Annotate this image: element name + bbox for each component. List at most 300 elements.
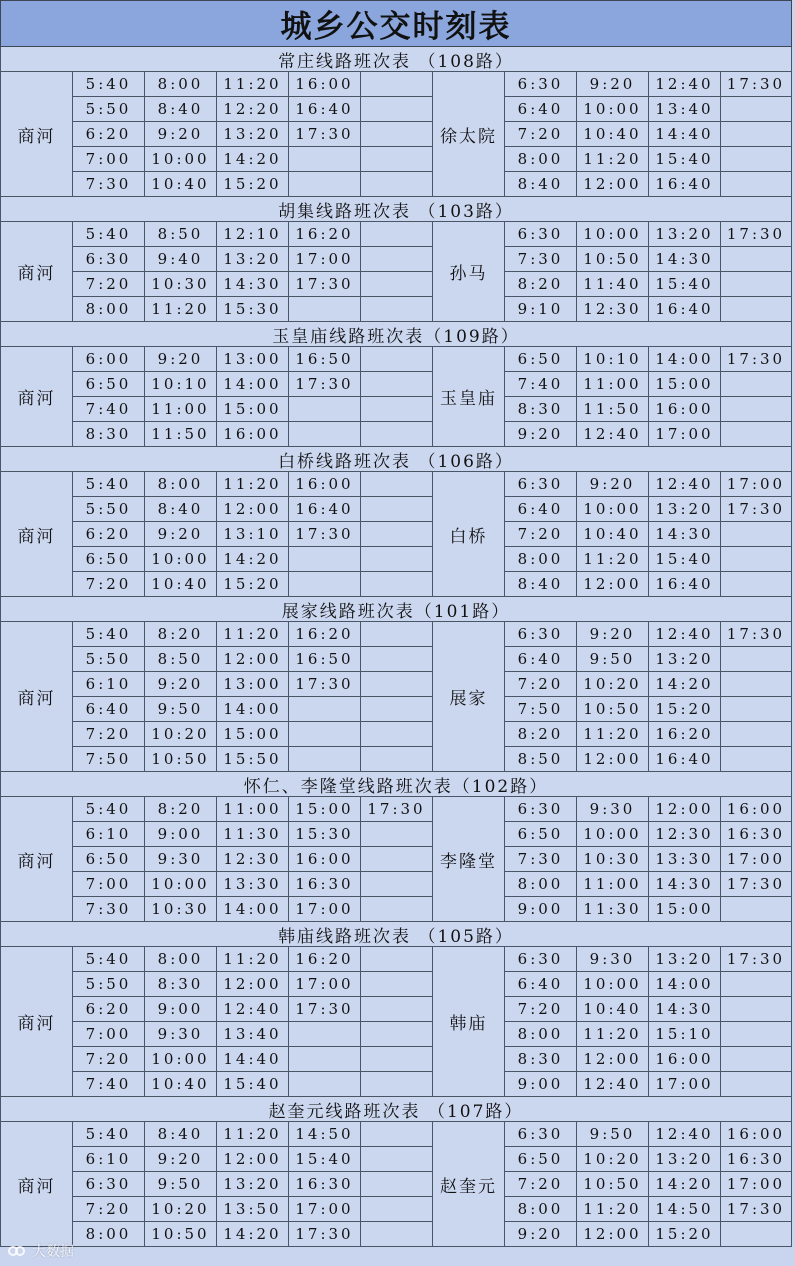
departure-time-return: 6:30 <box>505 72 577 97</box>
departure-time-outbound: 11:20 <box>217 1122 289 1147</box>
departure-time-return: 15:40 <box>649 147 721 172</box>
departure-time-outbound <box>361 647 433 672</box>
departure-time-return: 12:40 <box>649 622 721 647</box>
departure-time-outbound: 9:00 <box>145 822 217 847</box>
departure-time-outbound <box>361 872 433 897</box>
departure-time-return: 12:40 <box>649 72 721 97</box>
departure-time-outbound <box>289 572 361 597</box>
departure-time-return: 8:30 <box>505 397 577 422</box>
departure-time-return: 12:40 <box>577 422 649 447</box>
departure-time-outbound <box>361 722 433 747</box>
departure-time-outbound: 8:50 <box>145 647 217 672</box>
departure-time-outbound: 17:30 <box>289 997 361 1022</box>
departure-time-outbound <box>361 147 433 172</box>
departure-time-return: 6:50 <box>505 822 577 847</box>
departure-time-return: 6:40 <box>505 972 577 997</box>
departure-time-outbound: 10:20 <box>145 722 217 747</box>
departure-time-outbound: 5:40 <box>73 72 145 97</box>
departure-time-outbound: 8:40 <box>145 497 217 522</box>
departure-time-return: 6:30 <box>505 222 577 247</box>
departure-time-return: 8:40 <box>505 172 577 197</box>
departure-time-outbound: 10:20 <box>145 1197 217 1222</box>
departure-time-outbound: 14:50 <box>289 1122 361 1147</box>
departure-time-return: 11:40 <box>577 272 649 297</box>
departure-time-outbound: 10:50 <box>145 747 217 772</box>
departure-time-return: 17:30 <box>721 222 792 247</box>
departure-time-return: 17:30 <box>721 622 792 647</box>
departure-time-outbound: 10:40 <box>145 572 217 597</box>
departure-time-outbound: 11:00 <box>145 397 217 422</box>
departure-time-outbound: 5:40 <box>73 1122 145 1147</box>
departure-time-outbound: 15:30 <box>217 297 289 322</box>
departure-time-return <box>721 547 792 572</box>
departure-time-return: 7:40 <box>505 372 577 397</box>
departure-time-return <box>721 722 792 747</box>
departure-time-outbound: 15:20 <box>217 172 289 197</box>
departure-time-return: 15:40 <box>649 272 721 297</box>
departure-time-outbound: 8:00 <box>145 947 217 972</box>
departure-time-outbound <box>361 1122 433 1147</box>
departure-time-outbound <box>289 747 361 772</box>
departure-time-return: 7:20 <box>505 522 577 547</box>
destination-stop: 孙马 <box>433 222 505 322</box>
departure-time-outbound: 7:00 <box>73 872 145 897</box>
destination-stop: 韩庙 <box>433 947 505 1097</box>
departure-time-outbound: 6:50 <box>73 372 145 397</box>
departure-time-return: 9:20 <box>577 72 649 97</box>
departure-time-return: 6:40 <box>505 497 577 522</box>
departure-time-outbound <box>361 547 433 572</box>
watermark-text: 大数据 <box>32 1244 74 1260</box>
departure-time-return: 9:20 <box>505 1222 577 1247</box>
departure-time-outbound: 5:50 <box>73 497 145 522</box>
departure-time-outbound <box>361 297 433 322</box>
departure-time-return: 10:30 <box>577 847 649 872</box>
departure-time-return: 11:00 <box>577 872 649 897</box>
departure-time-return <box>721 747 792 772</box>
departure-time-outbound: 17:00 <box>289 897 361 922</box>
departure-time-return: 15:40 <box>649 547 721 572</box>
departure-time-outbound <box>361 697 433 722</box>
departure-time-return: 11:20 <box>577 722 649 747</box>
departure-time-outbound: 13:30 <box>217 872 289 897</box>
departure-time-outbound: 7:40 <box>73 397 145 422</box>
departure-time-return: 17:30 <box>721 347 792 372</box>
departure-time-outbound: 5:40 <box>73 797 145 822</box>
departure-time-outbound <box>361 947 433 972</box>
departure-time-outbound <box>361 122 433 147</box>
departure-time-return <box>721 272 792 297</box>
route-title: 白桥线路班次表 （106路） <box>0 447 792 472</box>
departure-time-outbound: 16:20 <box>289 947 361 972</box>
departure-time-outbound <box>361 522 433 547</box>
departure-time-return: 12:00 <box>577 747 649 772</box>
departure-time-return: 14:30 <box>649 997 721 1022</box>
departure-time-outbound: 5:40 <box>73 947 145 972</box>
departure-time-return <box>721 147 792 172</box>
departure-time-outbound: 11:20 <box>217 947 289 972</box>
departure-time-return: 16:40 <box>649 572 721 597</box>
departure-time-return: 10:50 <box>577 697 649 722</box>
departure-time-return: 13:30 <box>649 847 721 872</box>
departure-time-outbound <box>361 472 433 497</box>
destination-stop: 徐太院 <box>433 72 505 197</box>
departure-time-outbound: 9:50 <box>145 697 217 722</box>
departure-time-outbound <box>361 572 433 597</box>
departure-time-return <box>721 397 792 422</box>
departure-time-outbound: 9:00 <box>145 997 217 1022</box>
departure-time-return: 6:30 <box>505 1122 577 1147</box>
departure-time-return: 9:50 <box>577 1122 649 1147</box>
departure-time-outbound: 11:50 <box>145 422 217 447</box>
departure-time-outbound <box>361 172 433 197</box>
departure-time-return: 6:40 <box>505 647 577 672</box>
departure-time-outbound: 6:10 <box>73 672 145 697</box>
departure-time-outbound: 10:00 <box>145 547 217 572</box>
departure-time-outbound: 17:00 <box>289 247 361 272</box>
departure-time-return: 16:40 <box>649 297 721 322</box>
departure-time-outbound: 12:00 <box>217 497 289 522</box>
departure-time-outbound: 5:40 <box>73 472 145 497</box>
departure-time-return: 13:20 <box>649 947 721 972</box>
departure-time-return: 8:50 <box>505 747 577 772</box>
departure-time-outbound: 8:00 <box>145 72 217 97</box>
departure-time-return: 12:40 <box>577 1072 649 1097</box>
departure-time-return: 8:20 <box>505 272 577 297</box>
departure-time-return: 16:40 <box>649 172 721 197</box>
departure-time-outbound: 5:50 <box>73 97 145 122</box>
departure-time-return <box>721 572 792 597</box>
departure-time-outbound: 17:30 <box>289 1222 361 1247</box>
departure-time-return: 7:30 <box>505 247 577 272</box>
departure-time-return: 16:40 <box>649 747 721 772</box>
departure-time-return: 10:40 <box>577 122 649 147</box>
departure-time-outbound <box>361 347 433 372</box>
departure-time-outbound: 17:30 <box>361 797 433 822</box>
departure-time-outbound: 8:40 <box>145 1122 217 1147</box>
departure-time-outbound: 11:20 <box>217 72 289 97</box>
departure-time-return: 7:20 <box>505 1172 577 1197</box>
departure-time-return: 10:00 <box>577 222 649 247</box>
departure-time-outbound: 12:20 <box>217 97 289 122</box>
departure-time-outbound: 11:00 <box>217 797 289 822</box>
departure-time-return: 17:30 <box>721 947 792 972</box>
departure-time-outbound <box>289 147 361 172</box>
departure-time-outbound: 9:20 <box>145 1147 217 1172</box>
departure-time-outbound: 14:00 <box>217 897 289 922</box>
departure-time-outbound: 10:00 <box>145 147 217 172</box>
departure-time-return: 12:00 <box>577 1222 649 1247</box>
departure-time-return: 16:00 <box>721 1122 792 1147</box>
departure-time-outbound <box>361 372 433 397</box>
departure-time-outbound: 14:30 <box>217 272 289 297</box>
departure-time-return: 16:00 <box>721 797 792 822</box>
departure-time-outbound: 13:20 <box>217 1172 289 1197</box>
departure-time-return: 10:50 <box>577 247 649 272</box>
departure-time-outbound: 13:00 <box>217 672 289 697</box>
departure-time-return <box>721 422 792 447</box>
departure-time-outbound: 7:50 <box>73 747 145 772</box>
departure-time-return <box>721 647 792 672</box>
departure-time-return: 10:00 <box>577 97 649 122</box>
departure-time-outbound: 15:00 <box>217 722 289 747</box>
departure-time-outbound <box>289 697 361 722</box>
departure-time-outbound: 8:50 <box>145 222 217 247</box>
departure-time-outbound: 7:00 <box>73 1022 145 1047</box>
origin-stop: 商河 <box>0 947 73 1097</box>
departure-time-outbound <box>361 222 433 247</box>
departure-time-return: 9:30 <box>577 797 649 822</box>
departure-time-return: 13:20 <box>649 1147 721 1172</box>
departure-time-return: 11:20 <box>577 147 649 172</box>
departure-time-return <box>721 97 792 122</box>
departure-time-outbound: 12:40 <box>217 997 289 1022</box>
departure-time-return: 16:30 <box>721 1147 792 1172</box>
departure-time-return <box>721 247 792 272</box>
departure-time-return: 8:00 <box>505 1022 577 1047</box>
departure-time-return: 8:40 <box>505 572 577 597</box>
departure-time-return: 12:00 <box>649 797 721 822</box>
destination-stop: 李隆堂 <box>433 797 505 922</box>
departure-time-return: 7:50 <box>505 697 577 722</box>
departure-time-outbound: 5:40 <box>73 222 145 247</box>
departure-time-outbound: 9:40 <box>145 247 217 272</box>
departure-time-outbound: 8:20 <box>145 622 217 647</box>
departure-time-return: 12:00 <box>577 172 649 197</box>
departure-time-return <box>721 1222 792 1247</box>
route-title: 玉皇庙线路班次表（109路） <box>0 322 792 347</box>
departure-time-outbound: 12:00 <box>217 972 289 997</box>
departure-time-outbound: 13:50 <box>217 1197 289 1222</box>
departure-time-return: 17:00 <box>721 472 792 497</box>
departure-time-return: 7:20 <box>505 672 577 697</box>
departure-time-return: 9:00 <box>505 1072 577 1097</box>
departure-time-outbound: 10:30 <box>145 897 217 922</box>
departure-time-outbound: 8:00 <box>73 1222 145 1247</box>
departure-time-return: 12:30 <box>577 297 649 322</box>
origin-stop: 商河 <box>0 622 73 772</box>
departure-time-outbound: 11:20 <box>145 297 217 322</box>
departure-time-outbound: 7:30 <box>73 897 145 922</box>
departure-time-return: 11:20 <box>577 547 649 572</box>
departure-time-outbound: 6:00 <box>73 347 145 372</box>
departure-time-outbound: 17:30 <box>289 672 361 697</box>
departure-time-outbound: 7:40 <box>73 1072 145 1097</box>
departure-time-outbound: 11:30 <box>217 822 289 847</box>
departure-time-return: 11:20 <box>577 1022 649 1047</box>
departure-time-outbound: 16:20 <box>289 622 361 647</box>
departure-time-outbound: 14:20 <box>217 147 289 172</box>
departure-time-return: 10:40 <box>577 522 649 547</box>
departure-time-outbound: 11:20 <box>217 472 289 497</box>
departure-time-return: 8:00 <box>505 872 577 897</box>
departure-time-return: 9:30 <box>577 947 649 972</box>
departure-time-outbound <box>361 1047 433 1072</box>
departure-time-outbound <box>289 1072 361 1097</box>
departure-time-outbound: 6:30 <box>73 1172 145 1197</box>
departure-time-outbound: 6:20 <box>73 522 145 547</box>
departure-time-return <box>721 297 792 322</box>
departure-time-outbound <box>289 547 361 572</box>
route-title: 展家线路班次表（101路） <box>0 597 792 622</box>
departure-time-outbound: 16:00 <box>289 72 361 97</box>
departure-time-return: 13:20 <box>649 647 721 672</box>
departure-time-return: 13:40 <box>649 97 721 122</box>
departure-time-outbound: 7:30 <box>73 172 145 197</box>
departure-time-outbound: 8:30 <box>73 422 145 447</box>
departure-time-outbound: 15:00 <box>217 397 289 422</box>
departure-time-return: 16:00 <box>649 1047 721 1072</box>
destination-stop: 赵奎元 <box>433 1122 505 1247</box>
departure-time-outbound <box>289 422 361 447</box>
departure-time-outbound: 17:00 <box>289 1197 361 1222</box>
departure-time-outbound: 10:00 <box>145 1047 217 1072</box>
departure-time-return: 17:30 <box>721 1197 792 1222</box>
origin-stop: 商河 <box>0 472 73 597</box>
origin-stop: 商河 <box>0 347 73 447</box>
departure-time-outbound: 8:00 <box>73 297 145 322</box>
departure-time-outbound <box>361 972 433 997</box>
departure-time-return <box>721 672 792 697</box>
departure-time-outbound: 13:00 <box>217 347 289 372</box>
departure-time-return: 15:20 <box>649 1222 721 1247</box>
departure-time-outbound: 16:40 <box>289 497 361 522</box>
departure-time-outbound: 6:50 <box>73 547 145 572</box>
departure-time-return: 16:00 <box>649 397 721 422</box>
departure-time-return: 7:20 <box>505 122 577 147</box>
departure-time-outbound <box>361 422 433 447</box>
destination-stop: 白桥 <box>433 472 505 597</box>
departure-time-outbound <box>361 672 433 697</box>
departure-time-outbound <box>361 97 433 122</box>
departure-time-return: 10:20 <box>577 672 649 697</box>
departure-time-outbound: 7:20 <box>73 1047 145 1072</box>
departure-time-outbound <box>361 622 433 647</box>
departure-time-outbound: 10:30 <box>145 272 217 297</box>
departure-time-outbound: 6:50 <box>73 847 145 872</box>
departure-time-return <box>721 697 792 722</box>
departure-time-outbound: 13:10 <box>217 522 289 547</box>
departure-time-outbound: 6:20 <box>73 997 145 1022</box>
departure-time-outbound: 15:00 <box>289 797 361 822</box>
route-title: 怀仁、李隆堂线路班次表（102路） <box>0 772 792 797</box>
departure-time-outbound: 9:30 <box>145 847 217 872</box>
departure-time-outbound: 13:20 <box>217 122 289 147</box>
departure-time-outbound: 16:00 <box>289 847 361 872</box>
departure-time-return: 7:20 <box>505 997 577 1022</box>
departure-time-return: 8:00 <box>505 147 577 172</box>
departure-time-return: 10:40 <box>577 997 649 1022</box>
route-title: 赵奎元线路班次表 （107路） <box>0 1097 792 1122</box>
departure-time-outbound: 11:20 <box>217 622 289 647</box>
departure-time-outbound: 6:30 <box>73 247 145 272</box>
departure-time-return: 10:00 <box>577 972 649 997</box>
departure-time-return: 10:00 <box>577 497 649 522</box>
departure-time-return: 9:20 <box>577 472 649 497</box>
destination-stop: 展家 <box>433 622 505 772</box>
departure-time-outbound: 12:10 <box>217 222 289 247</box>
departure-time-outbound: 16:40 <box>289 97 361 122</box>
departure-time-return: 17:00 <box>649 422 721 447</box>
departure-time-outbound: 9:20 <box>145 672 217 697</box>
departure-time-outbound: 16:50 <box>289 347 361 372</box>
departure-time-outbound: 7:20 <box>73 722 145 747</box>
departure-time-outbound <box>361 1072 433 1097</box>
departure-time-outbound: 15:50 <box>217 747 289 772</box>
departure-time-return: 15:10 <box>649 1022 721 1047</box>
departure-time-outbound <box>361 247 433 272</box>
departure-time-outbound <box>361 72 433 97</box>
departure-time-return: 14:40 <box>649 122 721 147</box>
departure-time-return <box>721 522 792 547</box>
departure-time-return: 9:10 <box>505 297 577 322</box>
origin-stop: 商河 <box>0 1122 73 1247</box>
departure-time-outbound: 8:40 <box>145 97 217 122</box>
departure-time-outbound <box>289 397 361 422</box>
departure-time-outbound <box>289 722 361 747</box>
departure-time-outbound <box>361 397 433 422</box>
departure-time-outbound: 14:20 <box>217 547 289 572</box>
departure-time-outbound: 9:20 <box>145 122 217 147</box>
departure-time-return: 9:00 <box>505 897 577 922</box>
watermark <box>8 1240 74 1262</box>
departure-time-outbound: 10:50 <box>145 1222 217 1247</box>
departure-time-outbound: 16:20 <box>289 222 361 247</box>
departure-time-return: 7:30 <box>505 847 577 872</box>
departure-time-return: 14:50 <box>649 1197 721 1222</box>
departure-time-return <box>721 972 792 997</box>
departure-time-outbound <box>361 1022 433 1047</box>
departure-time-outbound: 15:40 <box>289 1147 361 1172</box>
departure-time-return: 15:20 <box>649 697 721 722</box>
departure-time-return: 6:30 <box>505 947 577 972</box>
departure-time-outbound: 5:50 <box>73 647 145 672</box>
departure-time-outbound: 5:40 <box>73 622 145 647</box>
departure-time-outbound: 17:00 <box>289 972 361 997</box>
departure-time-outbound: 14:00 <box>217 697 289 722</box>
departure-time-return: 8:00 <box>505 547 577 572</box>
departure-time-outbound: 10:10 <box>145 372 217 397</box>
departure-time-return: 6:50 <box>505 347 577 372</box>
departure-time-outbound: 5:50 <box>73 972 145 997</box>
departure-time-outbound <box>361 747 433 772</box>
departure-time-return: 9:20 <box>577 622 649 647</box>
departure-time-return: 9:50 <box>577 647 649 672</box>
origin-stop: 商河 <box>0 222 73 322</box>
origin-stop: 商河 <box>0 72 73 197</box>
departure-time-return: 10:20 <box>577 1147 649 1172</box>
departure-time-return: 14:30 <box>649 872 721 897</box>
departure-time-outbound <box>361 847 433 872</box>
departure-time-return: 11:00 <box>577 372 649 397</box>
departure-time-outbound: 14:20 <box>217 1222 289 1247</box>
departure-time-return: 17:30 <box>721 872 792 897</box>
departure-time-outbound: 12:30 <box>217 847 289 872</box>
departure-time-return: 6:30 <box>505 622 577 647</box>
watermark-logo-icon <box>8 1244 28 1258</box>
departure-time-outbound: 10:40 <box>145 172 217 197</box>
departure-time-outbound <box>361 1222 433 1247</box>
departure-time-return: 12:30 <box>649 822 721 847</box>
route-title: 常庄线路班次表 （108路） <box>0 47 792 72</box>
departure-time-outbound <box>289 297 361 322</box>
departure-time-return: 10:50 <box>577 1172 649 1197</box>
departure-time-return: 16:30 <box>721 822 792 847</box>
departure-time-return: 17:00 <box>721 1172 792 1197</box>
departure-time-outbound <box>361 1172 433 1197</box>
departure-time-outbound <box>361 897 433 922</box>
departure-time-outbound: 15:40 <box>217 1072 289 1097</box>
